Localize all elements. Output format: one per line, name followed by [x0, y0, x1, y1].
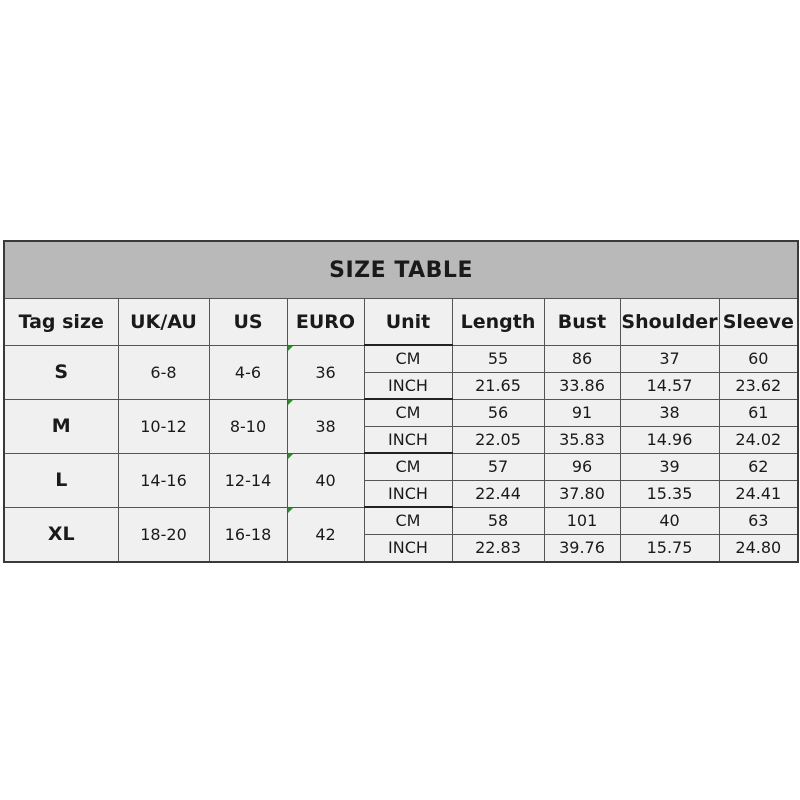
bust-cm-cell: 96: [544, 453, 620, 480]
sleeve-cm-cell: 63: [719, 507, 798, 534]
length-inch-cell: 22.44: [452, 480, 544, 507]
uk-au-cell: 18-20: [118, 507, 209, 562]
unit-cell-inch: INCH: [364, 534, 452, 562]
header-row: [4, 299, 798, 346]
length-cm-cell: 57: [452, 453, 544, 480]
unit-cell-cm: CM: [364, 453, 452, 480]
header-shoulder: Shoulder: [620, 299, 719, 346]
header-bust: Bust: [544, 299, 620, 346]
shoulder-inch-cell: 14.57: [620, 372, 719, 399]
unit-cell-cm: CM: [364, 399, 452, 426]
uk-au-cell: 14-16: [118, 453, 209, 507]
header-sleeve: Sleeve: [719, 299, 798, 346]
sleeve-inch-cell: 24.41: [719, 480, 798, 507]
euro-cell: 40: [287, 453, 364, 507]
bust-cm-cell: 86: [544, 345, 620, 372]
table-body: [4, 241, 798, 562]
header-us: US: [209, 299, 287, 346]
cell-corner-marker: [288, 508, 293, 513]
bust-cm-cell: 101: [544, 507, 620, 534]
us-cell: 8-10: [209, 399, 287, 453]
euro-cell: 38: [287, 399, 364, 453]
sleeve-inch-cell: 24.80: [719, 534, 798, 562]
cell-corner-marker: [288, 346, 293, 351]
bust-inch-cell: 35.83: [544, 426, 620, 453]
euro-cell: 42: [287, 507, 364, 562]
table-row: [4, 399, 798, 426]
table-title: SIZE TABLE: [4, 241, 798, 299]
length-inch-cell: 21.65: [452, 372, 544, 399]
bust-cm-cell: 91: [544, 399, 620, 426]
shoulder-cm-cell: 37: [620, 345, 719, 372]
tag-size-cell: XL: [4, 507, 118, 562]
unit-cell-cm: CM: [364, 507, 452, 534]
unit-cell-inch: INCH: [364, 480, 452, 507]
cell-corner-marker: [288, 454, 293, 459]
shoulder-cm-cell: 39: [620, 453, 719, 480]
unit-cell-inch: INCH: [364, 426, 452, 453]
tag-size-cell: M: [4, 399, 118, 453]
table-row: [4, 507, 798, 534]
title-row: [4, 241, 798, 299]
bust-inch-cell: 39.76: [544, 534, 620, 562]
header-length: Length: [452, 299, 544, 346]
header-unit: Unit: [364, 299, 452, 346]
sleeve-cm-cell: 60: [719, 345, 798, 372]
sleeve-inch-cell: 24.02: [719, 426, 798, 453]
header-euro: EURO: [287, 299, 364, 346]
bust-inch-cell: 33.86: [544, 372, 620, 399]
cell-corner-marker: [288, 400, 293, 405]
euro-cell: 36: [287, 345, 364, 399]
us-cell: 12-14: [209, 453, 287, 507]
length-cm-cell: 58: [452, 507, 544, 534]
header-uk-au: UK/AU: [118, 299, 209, 346]
shoulder-cm-cell: 38: [620, 399, 719, 426]
size-table: [3, 240, 799, 563]
header-tag-size: Tag size: [4, 299, 118, 346]
tag-size-cell: L: [4, 453, 118, 507]
table-row: [4, 453, 798, 480]
length-inch-cell: 22.83: [452, 534, 544, 562]
us-cell: 16-18: [209, 507, 287, 562]
shoulder-inch-cell: 14.96: [620, 426, 719, 453]
shoulder-inch-cell: 15.75: [620, 534, 719, 562]
table-row: [4, 345, 798, 372]
shoulder-cm-cell: 40: [620, 507, 719, 534]
length-cm-cell: 55: [452, 345, 544, 372]
tag-size-cell: S: [4, 345, 118, 399]
sleeve-cm-cell: 61: [719, 399, 798, 426]
unit-cell-cm: CM: [364, 345, 452, 372]
bust-inch-cell: 37.80: [544, 480, 620, 507]
length-cm-cell: 56: [452, 399, 544, 426]
uk-au-cell: 6-8: [118, 345, 209, 399]
length-inch-cell: 22.05: [452, 426, 544, 453]
shoulder-inch-cell: 15.35: [620, 480, 719, 507]
us-cell: 4-6: [209, 345, 287, 399]
sleeve-inch-cell: 23.62: [719, 372, 798, 399]
sleeve-cm-cell: 62: [719, 453, 798, 480]
unit-cell-inch: INCH: [364, 372, 452, 399]
uk-au-cell: 10-12: [118, 399, 209, 453]
